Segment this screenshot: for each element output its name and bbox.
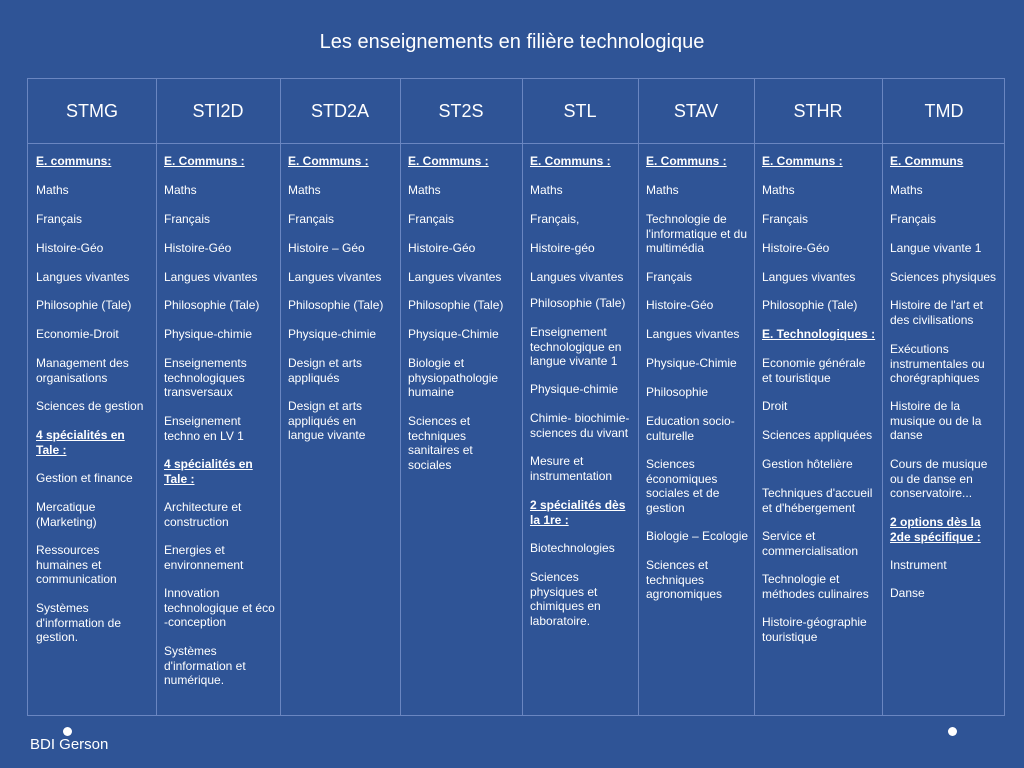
subject-item: Economie générale et touristique xyxy=(762,356,866,385)
footer-credit: BDI Gerson xyxy=(30,736,109,753)
subject-item: Philosophie (Tale) xyxy=(762,298,858,312)
section-heading: 4 spécialités en Tale : xyxy=(164,457,253,486)
subject-item: Français xyxy=(408,212,455,226)
subject-item: Physique-chimie xyxy=(530,382,619,396)
subject-item: Histoire-Géo xyxy=(408,241,476,255)
subject-item: Français xyxy=(646,270,693,284)
column-divider xyxy=(638,79,639,715)
subject-item: Mesure et instrumentation xyxy=(530,454,613,483)
subject-item: Instrument xyxy=(890,558,947,572)
subject-item: Enseignement techno en LV 1 xyxy=(164,414,244,443)
subject-item: Management des organisations xyxy=(36,356,129,385)
column-header: STHR xyxy=(793,100,843,121)
subject-item: Exécutions instrumentales ou chorégraphiques xyxy=(890,342,985,385)
subject-item: Enseignement technologique en langue vivante 1 xyxy=(530,325,622,368)
section-heading: E. Communs : xyxy=(530,154,611,168)
section-heading: E. communs: xyxy=(36,154,112,168)
section-heading: E. Communs : xyxy=(762,154,843,168)
subject-item: Technologie et méthodes culinaires xyxy=(762,572,869,601)
section-heading: E. Communs : xyxy=(164,154,245,168)
subject-item: Danse xyxy=(890,586,925,600)
subject-item: Biologie et physiopathologie humaine xyxy=(408,356,499,399)
subject-item: Français xyxy=(762,212,809,226)
subject-item: Mercatique (Marketing) xyxy=(36,500,97,529)
subject-item: Histoire de la musique ou de la danse xyxy=(890,399,982,442)
section-heading: E. Communs : xyxy=(646,154,727,168)
column-header: STAV xyxy=(673,100,719,121)
subject-item: Français xyxy=(890,212,937,226)
subject-item: Français, xyxy=(530,212,580,226)
column-divider xyxy=(754,79,755,715)
subject-item: Maths xyxy=(408,183,441,197)
section-heading: E. Technologiques : xyxy=(762,327,876,341)
subject-item: Français xyxy=(36,212,83,226)
subject-item: Maths xyxy=(646,183,679,197)
subject-item: Langues vivantes xyxy=(408,270,502,284)
column-divider xyxy=(400,79,401,715)
column-header: ST2S xyxy=(438,100,484,121)
subject-item: Langues vivantes xyxy=(530,270,624,284)
subject-item: Enseignements technologiques transversaux xyxy=(164,356,247,399)
subject-item: Technologie de l'informatique et du multimédia xyxy=(646,212,748,255)
subject-item: Langues vivantes xyxy=(288,270,382,284)
subject-item: Physique-Chimie xyxy=(408,327,499,341)
subject-item: Langues vivantes xyxy=(36,270,130,284)
subject-item: Histoire – Géo xyxy=(288,241,365,255)
subject-item: Biologie – Ecologie xyxy=(646,529,749,543)
bullet-dot-right xyxy=(948,727,957,736)
subject-item: Droit xyxy=(762,399,788,413)
subject-item: Maths xyxy=(164,183,197,197)
subject-item: Langues vivantes xyxy=(646,327,740,341)
subject-item: Maths xyxy=(890,183,923,197)
section-heading: 4 spécialités en Tale : xyxy=(36,428,125,457)
column-header: STL xyxy=(563,100,597,121)
subject-item: Physique-chimie xyxy=(164,327,253,341)
subject-item: Histoire-géo xyxy=(530,241,595,255)
subject-item: Philosophie (Tale) xyxy=(530,296,626,310)
subject-item: Physique-chimie xyxy=(288,327,377,341)
section-heading: E. Communs : xyxy=(288,154,369,168)
subject-item: Histoire-géographie touristique xyxy=(762,615,867,644)
subject-item: Gestion hôtelière xyxy=(762,457,853,471)
subject-item: Maths xyxy=(36,183,69,197)
section-heading: E. Communs xyxy=(890,154,964,168)
subject-item: Sciences physiques xyxy=(890,270,997,284)
page-title: Les enseignements en filière technologique xyxy=(319,31,705,53)
subject-item: Techniques d'accueil et d'hébergement xyxy=(762,486,873,515)
subject-item: Sciences et techniques sanitaires et sociales xyxy=(408,414,473,472)
subject-item: Sciences et techniques agronomiques xyxy=(646,558,723,601)
subject-item: Biotechnologies xyxy=(530,541,615,555)
subject-item: Education socio- culturelle xyxy=(646,414,735,443)
section-heading: 2 options dès la 2de spécifique : xyxy=(890,515,981,544)
subject-item: Architecture et construction xyxy=(164,500,242,529)
subject-item: Histoire-Géo xyxy=(762,241,830,255)
curriculum-table xyxy=(27,78,1005,716)
subject-item: Langues vivantes xyxy=(762,270,856,284)
subject-item: Cours de musique ou de danse en conservatoire... xyxy=(890,457,988,500)
subject-item: Philosophie (Tale) xyxy=(36,298,132,312)
subject-item: Maths xyxy=(530,183,563,197)
column-header: STD2A xyxy=(310,100,370,121)
column-header: STMG xyxy=(66,100,118,121)
subject-item: Histoire-Géo xyxy=(164,241,232,255)
subject-item: Français xyxy=(288,212,335,226)
subject-item: Histoire-Géo xyxy=(36,241,104,255)
section-heading: 2 spécialités dès la 1re : xyxy=(530,498,626,527)
subject-item: Langue vivante 1 xyxy=(890,241,982,255)
subject-item: Economie-Droit xyxy=(36,327,119,341)
column-divider xyxy=(280,79,281,715)
subject-item: Innovation technologique et éco -conception xyxy=(164,586,275,629)
column-divider xyxy=(156,79,157,715)
subject-item: Philosophie (Tale) xyxy=(164,298,260,312)
subject-item: Physique-Chimie xyxy=(646,356,737,370)
subject-item: Histoire-Géo xyxy=(646,298,714,312)
column-header: STI2D xyxy=(192,100,244,121)
header-divider xyxy=(28,143,1004,144)
subject-item: Design et arts appliqués xyxy=(288,356,363,385)
subject-item: Philosophie (Tale) xyxy=(408,298,504,312)
subject-item: Histoire de l'art et des civilisations xyxy=(890,298,983,327)
subject-item: Ressources humaines et communication xyxy=(36,543,117,586)
subject-item: Sciences de gestion xyxy=(36,399,144,413)
subject-item: Maths xyxy=(762,183,795,197)
subject-item: Philosophie xyxy=(646,385,709,399)
subject-item: Français xyxy=(164,212,211,226)
subject-item: Design et arts appliqués en langue vivante xyxy=(288,399,366,442)
bullet-dot-left xyxy=(63,727,72,736)
subject-item: Energies et environnement xyxy=(164,543,244,572)
subject-item: Sciences appliquées xyxy=(762,428,873,442)
column-divider xyxy=(882,79,883,715)
subject-item: Maths xyxy=(288,183,321,197)
subject-item: Systèmes d'information et numérique. xyxy=(164,644,246,687)
column-header: TMD xyxy=(924,100,964,121)
subject-item: Langues vivantes xyxy=(164,270,258,284)
subject-item: Gestion et finance xyxy=(36,471,133,485)
subject-item: Sciences économiques sociales et de gestion xyxy=(646,457,720,515)
subject-item: Service et commercialisation xyxy=(762,529,859,558)
subject-item: Philosophie (Tale) xyxy=(288,298,384,312)
subject-item: Chimie- biochimie- sciences du vivant xyxy=(530,411,630,440)
subject-item: Systèmes d'information de gestion. xyxy=(36,601,122,644)
column-divider xyxy=(522,79,523,715)
subject-item: Sciences physiques et chimiques en laboratoire. xyxy=(530,570,601,628)
section-heading: E. Communs : xyxy=(408,154,489,168)
